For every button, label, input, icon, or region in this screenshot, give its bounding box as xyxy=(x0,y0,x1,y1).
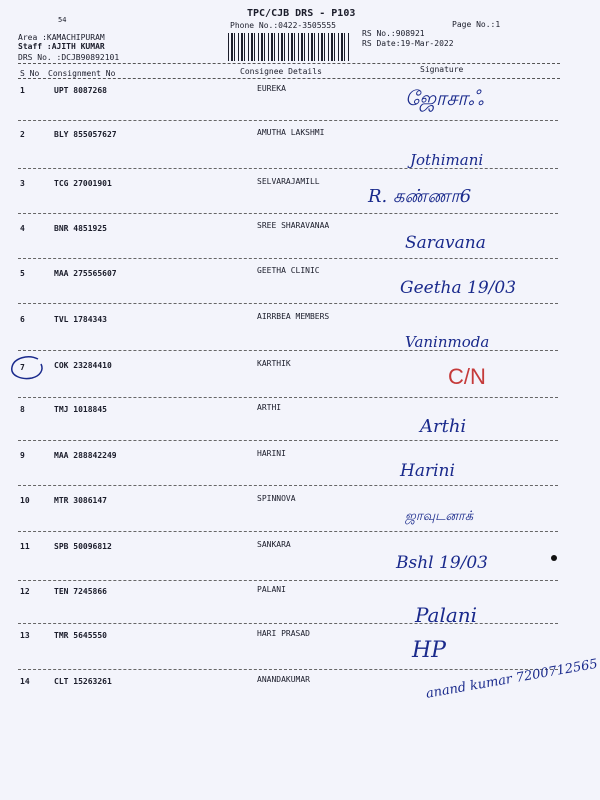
row-signature: Bshl 19/03 xyxy=(396,553,488,573)
row-divider xyxy=(18,303,558,304)
row-sno: 7 xyxy=(20,363,25,372)
barcode xyxy=(228,33,350,61)
col-header-consignment: Consignment No xyxy=(48,69,116,78)
row-signature: Jothimani xyxy=(410,151,484,169)
row-divider xyxy=(18,623,558,624)
row-divider xyxy=(18,485,558,486)
row-sno: 13 xyxy=(20,631,30,640)
row-signature: Palani xyxy=(415,603,478,627)
row-sno: 9 xyxy=(20,451,25,460)
row-divider xyxy=(18,440,558,441)
row-consignment: COK 23284410 xyxy=(54,361,112,370)
row-divider xyxy=(18,580,558,581)
row-divider xyxy=(18,213,558,214)
pen-mark-top: 54 xyxy=(58,16,67,24)
row-sno: 10 xyxy=(20,496,30,505)
col-header-consignee: Consignee Details xyxy=(240,67,322,76)
row-signature: Harini xyxy=(400,461,455,481)
row-consignee: AMUTHA LAKSHMI xyxy=(257,128,325,137)
header-divider xyxy=(18,63,560,64)
row-divider xyxy=(18,397,558,398)
row-divider xyxy=(18,120,558,121)
rs-number: RS No.:908921 xyxy=(362,29,425,38)
row-consignee: KARTHIK xyxy=(257,359,291,368)
row-sno: 2 xyxy=(20,130,25,139)
row-divider xyxy=(18,669,558,670)
staff-label: Staff :AJITH KUMAR xyxy=(18,42,105,51)
rs-date: RS Date:19-Mar-2022 xyxy=(362,39,454,48)
row-sno: 5 xyxy=(20,269,25,278)
row-signature: Vaninmoda xyxy=(405,333,490,351)
ink-dot xyxy=(551,555,557,561)
row-sno: 3 xyxy=(20,179,25,188)
row-consignment: UPT 8087268 xyxy=(54,86,107,95)
circle-mark-icon xyxy=(8,354,48,382)
row-divider xyxy=(18,168,558,169)
row-consignee: HARI PRASAD xyxy=(257,629,310,638)
row-consignment: MAA 275565607 xyxy=(54,269,117,278)
row-consignee: SPINNOVA xyxy=(257,494,296,503)
row-signature: Geetha 19/03 xyxy=(400,278,517,298)
row-divider xyxy=(18,531,558,532)
page-number: Page No.:1 xyxy=(452,20,501,29)
row-sno: 8 xyxy=(20,405,25,414)
phone-number: Phone No.:0422-3505555 xyxy=(230,21,336,30)
row-consignee: SREE SHARAVANAA xyxy=(257,221,330,230)
row-sno: 1 xyxy=(20,86,25,95)
row-consignee: SANKARA xyxy=(257,540,291,549)
row-consignee: GEETHA CLINIC xyxy=(257,266,320,275)
row-consignment: BLY 855057627 xyxy=(54,130,117,139)
row-consignment: CLT 15263261 xyxy=(54,677,112,686)
row-consignment: TMJ 1018845 xyxy=(54,405,107,414)
row-signature: Arthi xyxy=(420,416,467,437)
row-signature: Saravana xyxy=(405,233,486,253)
row-divider xyxy=(18,350,558,351)
row-sno: 12 xyxy=(20,587,30,596)
row-consignment: BNR 4851925 xyxy=(54,224,107,233)
row-consignee: ARTHI xyxy=(257,403,282,412)
row-consignee: ANANDAKUMAR xyxy=(257,675,310,684)
row-consignee: HARINI xyxy=(257,449,286,458)
row-signature: C/N xyxy=(448,364,486,389)
row-signature: anand kumar 7200712565 xyxy=(424,656,599,702)
row-consignment: TMR 5645550 xyxy=(54,631,107,640)
row-consignment: MAA 288842249 xyxy=(54,451,117,460)
row-sno: 11 xyxy=(20,542,30,551)
row-signature: ஜோசாஃ xyxy=(405,86,484,110)
col-header-sno: S No xyxy=(20,69,40,78)
row-consignee: EUREKA xyxy=(257,84,286,93)
row-consignment: TEN 7245866 xyxy=(54,587,107,596)
row-consignment: MTR 3086147 xyxy=(54,496,107,505)
column-header-divider xyxy=(18,78,560,79)
document-title: TPC/CJB DRS - P103 xyxy=(247,8,356,19)
row-consignment: SPB 50096812 xyxy=(54,542,112,551)
row-consignee: AIRRBEA MEMBERS xyxy=(257,312,330,321)
area-label: Area :KAMACHIPURAM xyxy=(18,33,105,42)
row-signature: HP xyxy=(412,638,446,663)
row-signature: R. கண்ணா6 xyxy=(368,186,472,207)
row-consignee: PALANI xyxy=(257,585,286,594)
row-sno: 14 xyxy=(20,677,30,686)
row-consignment: TVL 1784343 xyxy=(54,315,107,324)
row-sno: 4 xyxy=(20,224,25,233)
col-header-signature: Signature xyxy=(420,65,464,74)
row-consignment: TCG 27001901 xyxy=(54,179,112,188)
drs-number: DRS No. :DCJB90892101 xyxy=(18,53,120,62)
row-sno: 6 xyxy=(20,315,25,324)
row-signature: ஜாவுடனாக் xyxy=(405,509,474,524)
row-divider xyxy=(18,258,558,259)
row-consignee: SELVARAJAMILL xyxy=(257,177,320,186)
